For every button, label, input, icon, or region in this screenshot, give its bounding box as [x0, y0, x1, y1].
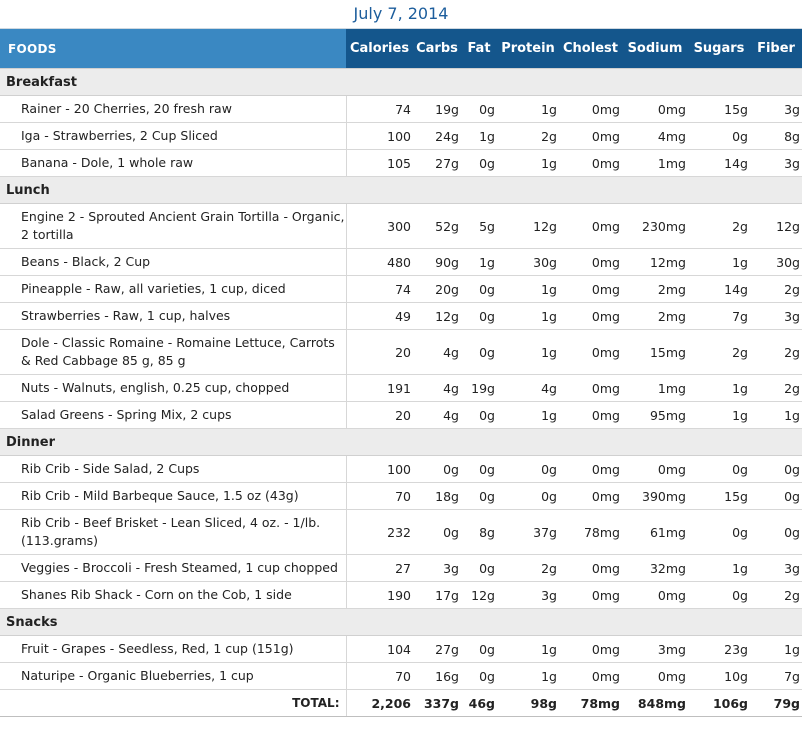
food-name: Shanes Rib Shack - Corn on the Cob, 1 side: [0, 582, 346, 609]
food-sodium: 2mg: [622, 276, 688, 303]
food-protein: 2g: [497, 555, 559, 582]
food-fiber: 2g: [750, 582, 802, 609]
food-calories: 20: [346, 330, 413, 375]
food-sugars: 7g: [688, 303, 750, 330]
food-carbs: 52g: [413, 204, 461, 249]
food-cholest: 0mg: [559, 456, 622, 483]
food-carbs: 27g: [413, 636, 461, 663]
food-fat: 0g: [461, 276, 497, 303]
food-fiber: 3g: [750, 96, 802, 123]
food-sugars: 14g: [688, 276, 750, 303]
food-calories: 191: [346, 375, 413, 402]
food-sodium: 0mg: [622, 96, 688, 123]
food-row: [0, 276, 802, 303]
food-row: [0, 510, 802, 555]
food-fat: 8g: [461, 510, 497, 555]
food-fat: 0g: [461, 456, 497, 483]
food-sodium: 390mg: [622, 483, 688, 510]
food-protein: 3g: [497, 582, 559, 609]
food-name: Iga - Strawberries, 2 Cup Sliced: [0, 123, 346, 150]
food-fat: 0g: [461, 96, 497, 123]
total-sodium: 848mg: [622, 690, 688, 717]
food-sodium: 4mg: [622, 123, 688, 150]
food-row: [0, 663, 802, 690]
food-calories: 100: [346, 456, 413, 483]
food-name: Nuts - Walnuts, english, 0.25 cup, chopped: [0, 375, 346, 402]
header-fiber: Fiber: [750, 29, 802, 69]
total-sugars: 106g: [688, 690, 750, 717]
food-calories: 232: [346, 510, 413, 555]
food-cholest: 0mg: [559, 582, 622, 609]
food-row: [0, 249, 802, 276]
food-sodium: 230mg: [622, 204, 688, 249]
food-cholest: 0mg: [559, 402, 622, 429]
food-carbs: 4g: [413, 375, 461, 402]
food-row: [0, 402, 802, 429]
food-fiber: 2g: [750, 330, 802, 375]
food-name: Engine 2 - Sprouted Ancient Grain Tortilla - Organic, 2 tortilla: [0, 204, 346, 249]
food-calories: 300: [346, 204, 413, 249]
header-cholest: Cholest: [559, 29, 622, 69]
food-sugars: 0g: [688, 123, 750, 150]
header-fat: Fat: [461, 29, 497, 69]
food-calories: 70: [346, 663, 413, 690]
food-name: Dole - Classic Romaine - Romaine Lettuce, Carrots & Red Cabbage 85 g, 85 g: [0, 330, 346, 375]
food-fiber: 2g: [750, 375, 802, 402]
food-calories: 104: [346, 636, 413, 663]
header-calories: Calories: [346, 29, 413, 69]
meal-header-row: [0, 177, 802, 204]
food-row: [0, 330, 802, 375]
food-row: [0, 483, 802, 510]
meal-header-row: [0, 609, 802, 636]
food-protein: 1g: [497, 303, 559, 330]
meal-name: Snacks: [0, 609, 802, 636]
food-sodium: 3mg: [622, 636, 688, 663]
food-sugars: 14g: [688, 150, 750, 177]
food-cholest: 78mg: [559, 510, 622, 555]
food-fiber: 1g: [750, 636, 802, 663]
food-fat: 0g: [461, 150, 497, 177]
meal-name: Dinner: [0, 429, 802, 456]
food-protein: 2g: [497, 123, 559, 150]
food-row: [0, 555, 802, 582]
food-sodium: 61mg: [622, 510, 688, 555]
food-carbs: 3g: [413, 555, 461, 582]
food-cholest: 0mg: [559, 483, 622, 510]
food-fiber: 0g: [750, 483, 802, 510]
food-cholest: 0mg: [559, 150, 622, 177]
food-cholest: 0mg: [559, 555, 622, 582]
food-name: Naturipe - Organic Blueberries, 1 cup: [0, 663, 346, 690]
food-fiber: 0g: [750, 456, 802, 483]
food-carbs: 19g: [413, 96, 461, 123]
food-fat: 5g: [461, 204, 497, 249]
food-fiber: 1g: [750, 402, 802, 429]
food-fiber: 0g: [750, 510, 802, 555]
meal-header-row: [0, 429, 802, 456]
food-carbs: 4g: [413, 402, 461, 429]
food-sugars: 2g: [688, 330, 750, 375]
food-fat: 0g: [461, 303, 497, 330]
food-sodium: 1mg: [622, 150, 688, 177]
food-name: Banana - Dole, 1 whole raw: [0, 150, 346, 177]
food-carbs: 24g: [413, 123, 461, 150]
food-fiber: 2g: [750, 276, 802, 303]
food-calories: 27: [346, 555, 413, 582]
food-row: [0, 123, 802, 150]
food-sugars: 15g: [688, 96, 750, 123]
total-carbs: 337g: [413, 690, 461, 717]
food-carbs: 4g: [413, 330, 461, 375]
food-calories: 70: [346, 483, 413, 510]
food-row: [0, 456, 802, 483]
food-sugars: 0g: [688, 510, 750, 555]
food-fiber: 3g: [750, 303, 802, 330]
food-fat: 0g: [461, 555, 497, 582]
header-row: [0, 29, 802, 69]
food-sugars: 1g: [688, 402, 750, 429]
food-carbs: 16g: [413, 663, 461, 690]
food-sodium: 12mg: [622, 249, 688, 276]
food-protein: 1g: [497, 150, 559, 177]
food-sodium: 0mg: [622, 456, 688, 483]
food-cholest: 0mg: [559, 375, 622, 402]
food-sodium: 95mg: [622, 402, 688, 429]
meal-header-row: [0, 69, 802, 96]
food-carbs: 20g: [413, 276, 461, 303]
food-name: Strawberries - Raw, 1 cup, halves: [0, 303, 346, 330]
food-fat: 1g: [461, 123, 497, 150]
food-fat: 0g: [461, 402, 497, 429]
total-row: [0, 690, 802, 717]
food-fiber: 8g: [750, 123, 802, 150]
total-protein: 98g: [497, 690, 559, 717]
header-sugars: Sugars: [688, 29, 750, 69]
food-fat: 19g: [461, 375, 497, 402]
meal-name: Breakfast: [0, 69, 802, 96]
food-name: Beans - Black, 2 Cup: [0, 249, 346, 276]
food-fat: 1g: [461, 249, 497, 276]
food-row: [0, 96, 802, 123]
food-row: [0, 375, 802, 402]
food-protein: 30g: [497, 249, 559, 276]
food-fat: 0g: [461, 483, 497, 510]
food-cholest: 0mg: [559, 123, 622, 150]
food-carbs: 18g: [413, 483, 461, 510]
food-protein: 12g: [497, 204, 559, 249]
food-cholest: 0mg: [559, 663, 622, 690]
food-calories: 480: [346, 249, 413, 276]
food-fiber: 12g: [750, 204, 802, 249]
food-sugars: 15g: [688, 483, 750, 510]
food-calories: 74: [346, 276, 413, 303]
food-protein: 0g: [497, 483, 559, 510]
food-sodium: 0mg: [622, 582, 688, 609]
food-cholest: 0mg: [559, 636, 622, 663]
food-sugars: 0g: [688, 456, 750, 483]
food-fat: 0g: [461, 636, 497, 663]
food-row: [0, 150, 802, 177]
date-title: July 7, 2014: [353, 4, 449, 23]
food-name: Rib Crib - Mild Barbeque Sauce, 1.5 oz (43g): [0, 483, 346, 510]
food-name: Rainer - 20 Cherries, 20 fresh raw: [0, 96, 346, 123]
food-row: [0, 636, 802, 663]
food-protein: 1g: [497, 402, 559, 429]
food-cholest: 0mg: [559, 303, 622, 330]
food-cholest: 0mg: [559, 276, 622, 303]
food-name: Salad Greens - Spring Mix, 2 cups: [0, 402, 346, 429]
food-diary-table: [0, 28, 802, 717]
food-cholest: 0mg: [559, 204, 622, 249]
food-sugars: 10g: [688, 663, 750, 690]
food-sugars: 23g: [688, 636, 750, 663]
food-fiber: 7g: [750, 663, 802, 690]
food-cholest: 0mg: [559, 96, 622, 123]
food-calories: 49: [346, 303, 413, 330]
food-name: Pineapple - Raw, all varieties, 1 cup, diced: [0, 276, 346, 303]
food-protein: 0g: [497, 456, 559, 483]
total-cholest: 78mg: [559, 690, 622, 717]
food-name: Fruit - Grapes - Seedless, Red, 1 cup (151g): [0, 636, 346, 663]
diary-body: [0, 69, 802, 690]
food-carbs: 17g: [413, 582, 461, 609]
food-carbs: 90g: [413, 249, 461, 276]
food-fiber: 3g: [750, 150, 802, 177]
food-row: [0, 204, 802, 249]
food-protein: 1g: [497, 330, 559, 375]
food-row: [0, 303, 802, 330]
header-protein: Protein: [497, 29, 559, 69]
food-sugars: 0g: [688, 582, 750, 609]
food-fiber: 30g: [750, 249, 802, 276]
total-fiber: 79g: [750, 690, 802, 717]
meal-name: Lunch: [0, 177, 802, 204]
food-protein: 4g: [497, 375, 559, 402]
food-protein: 37g: [497, 510, 559, 555]
food-protein: 1g: [497, 636, 559, 663]
food-protein: 1g: [497, 663, 559, 690]
food-sodium: 0mg: [622, 663, 688, 690]
food-calories: 20: [346, 402, 413, 429]
food-row: [0, 582, 802, 609]
header-foods: FOODS: [0, 29, 346, 69]
food-fiber: 3g: [750, 555, 802, 582]
food-sugars: 1g: [688, 555, 750, 582]
food-sodium: 1mg: [622, 375, 688, 402]
food-protein: 1g: [497, 96, 559, 123]
food-cholest: 0mg: [559, 249, 622, 276]
food-protein: 1g: [497, 276, 559, 303]
food-sugars: 1g: [688, 249, 750, 276]
food-sodium: 2mg: [622, 303, 688, 330]
food-sodium: 15mg: [622, 330, 688, 375]
food-calories: 100: [346, 123, 413, 150]
food-carbs: 0g: [413, 456, 461, 483]
food-fat: 0g: [461, 330, 497, 375]
total-label: TOTAL:: [0, 690, 346, 717]
food-sodium: 32mg: [622, 555, 688, 582]
food-calories: 105: [346, 150, 413, 177]
food-carbs: 0g: [413, 510, 461, 555]
header-sodium: Sodium: [622, 29, 688, 69]
food-cholest: 0mg: [559, 330, 622, 375]
food-carbs: 27g: [413, 150, 461, 177]
total-calories: 2,206: [346, 690, 413, 717]
total-fat: 46g: [461, 690, 497, 717]
food-fat: 12g: [461, 582, 497, 609]
food-calories: 190: [346, 582, 413, 609]
food-name: Veggies - Broccoli - Fresh Steamed, 1 cup chopped: [0, 555, 346, 582]
food-calories: 74: [346, 96, 413, 123]
food-fat: 0g: [461, 663, 497, 690]
food-sugars: 1g: [688, 375, 750, 402]
food-name: Rib Crib - Side Salad, 2 Cups: [0, 456, 346, 483]
food-name: Rib Crib - Beef Brisket - Lean Sliced, 4 oz. - 1/lb. (113.grams): [0, 510, 346, 555]
food-carbs: 12g: [413, 303, 461, 330]
food-sugars: 2g: [688, 204, 750, 249]
header-carbs: Carbs: [413, 29, 461, 69]
